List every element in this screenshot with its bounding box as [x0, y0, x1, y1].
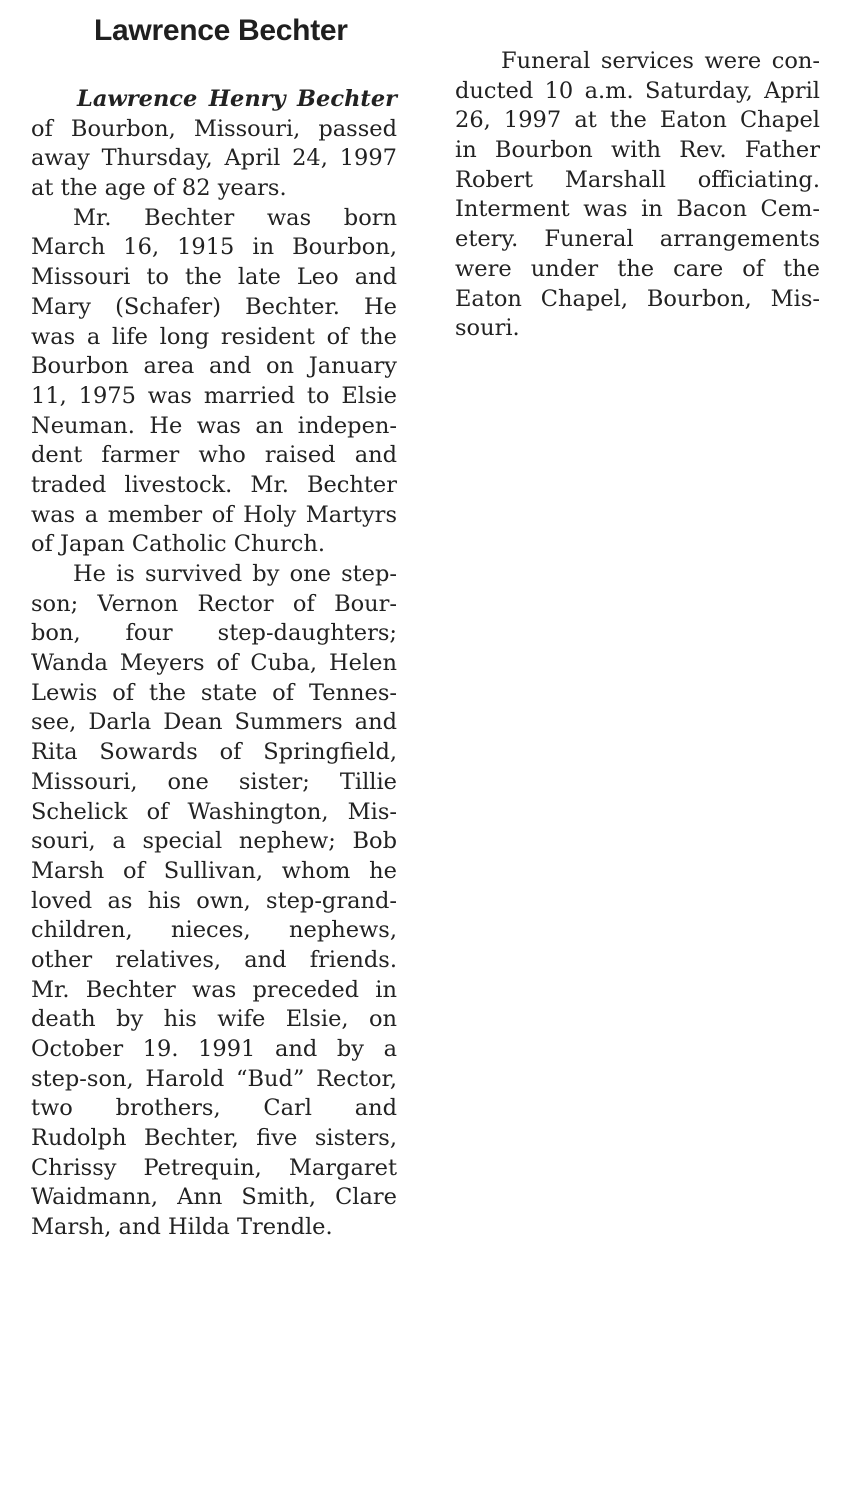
text-line: Rita Sowards of Springfield, [31, 739, 397, 766]
text-line: souri, a special nephew; Bob [31, 828, 397, 855]
text-line: etery. Funeral arrangements [455, 226, 820, 253]
text-line: Neuman. He was an indepen- [31, 412, 397, 439]
text-line: Schelick of Washington, Mis- [31, 798, 397, 825]
text-line: Robert Marshall officiating. [455, 166, 820, 193]
text-line: was a life long resident of the [31, 323, 397, 350]
text-line: Marsh of Sullivan, whom he [31, 857, 397, 884]
deceased-name-lead: Lawrence Henry Bechter [77, 86, 397, 112]
text-line: away Thursday, April 24, 1997 [31, 145, 397, 172]
text-line: of Bourbon, Missouri, passed [31, 115, 397, 142]
text-line: Interment was in Bacon Cem- [455, 196, 820, 223]
text-line: Marsh, and Hilda Trendle. [31, 1214, 333, 1241]
text-line: Mr. Bechter was born [73, 204, 397, 231]
text-line: October 19. 1991 and by a [31, 1036, 397, 1062]
text-line: Missouri, one sister; Tillie [31, 768, 397, 795]
text-line: was a member of Holy Martyrs [31, 501, 397, 528]
text-line: in Bourbon with Rev. Father [455, 137, 820, 164]
text-line: see, Darla Dean Summers and [31, 709, 397, 736]
text-line: bon, four step-daughters; [31, 620, 397, 647]
text-line: death by his wife Elsie, on [31, 1006, 397, 1033]
text-line: Missouri to the late Leo and [31, 264, 397, 291]
text-line: March 16, 1915 in Bourbon, [31, 234, 397, 261]
text-line: children, nieces, nephews, [31, 917, 397, 944]
text-line: son; Vernon Rector of Bour- [31, 590, 397, 617]
text-line: other relatives, and friends. [31, 946, 397, 973]
text-line: souri. [455, 315, 520, 342]
text-line: He is survived by one step- [73, 561, 397, 587]
text-line: at the age of 82 years. [31, 175, 287, 202]
text-line: ducted 10 a.m. Saturday, April [455, 77, 820, 104]
text-line: step-son, Harold “Bud” Rector, [31, 1065, 397, 1092]
text-line: Mr. Bechter was preceded in [31, 976, 397, 1003]
text-line: 26, 1997 at the Eaton Chapel [455, 107, 820, 134]
text-line: dent farmer who raised and [31, 442, 397, 469]
text-line: 11, 1975 was married to Elsie [31, 382, 397, 409]
text-line: Lewis of the state of Tennes- [31, 679, 397, 706]
text-line: Waidmann, Ann Smith, Clare [31, 1184, 397, 1211]
text-line: Funeral services were con- [501, 48, 820, 74]
text-line: two brothers, Carl and [31, 1095, 397, 1122]
text-line: of Japan Catholic Church. [31, 531, 325, 558]
text-line: Rudolph Bechter, five sisters, [31, 1125, 397, 1152]
obituary-headline: Lawrence Bechter [94, 14, 348, 47]
text-line: loved as his own, step-grand- [31, 887, 397, 914]
text-line: were under the care of the [455, 255, 820, 282]
right-column [455, 47, 820, 344]
text-line: Chrissy Petrequin, Margaret [31, 1154, 397, 1181]
left-column [31, 85, 397, 1243]
text-line: Wanda Meyers of Cuba, Helen [31, 650, 397, 677]
text-line: traded livestock. Mr. Bechter [31, 471, 397, 498]
text-line: Bourbon area and on January [31, 353, 397, 380]
text-line: Mary (Schafer) Bechter. He [31, 293, 397, 320]
text-line: Eaton Chapel, Bourbon, Mis- [455, 285, 820, 312]
